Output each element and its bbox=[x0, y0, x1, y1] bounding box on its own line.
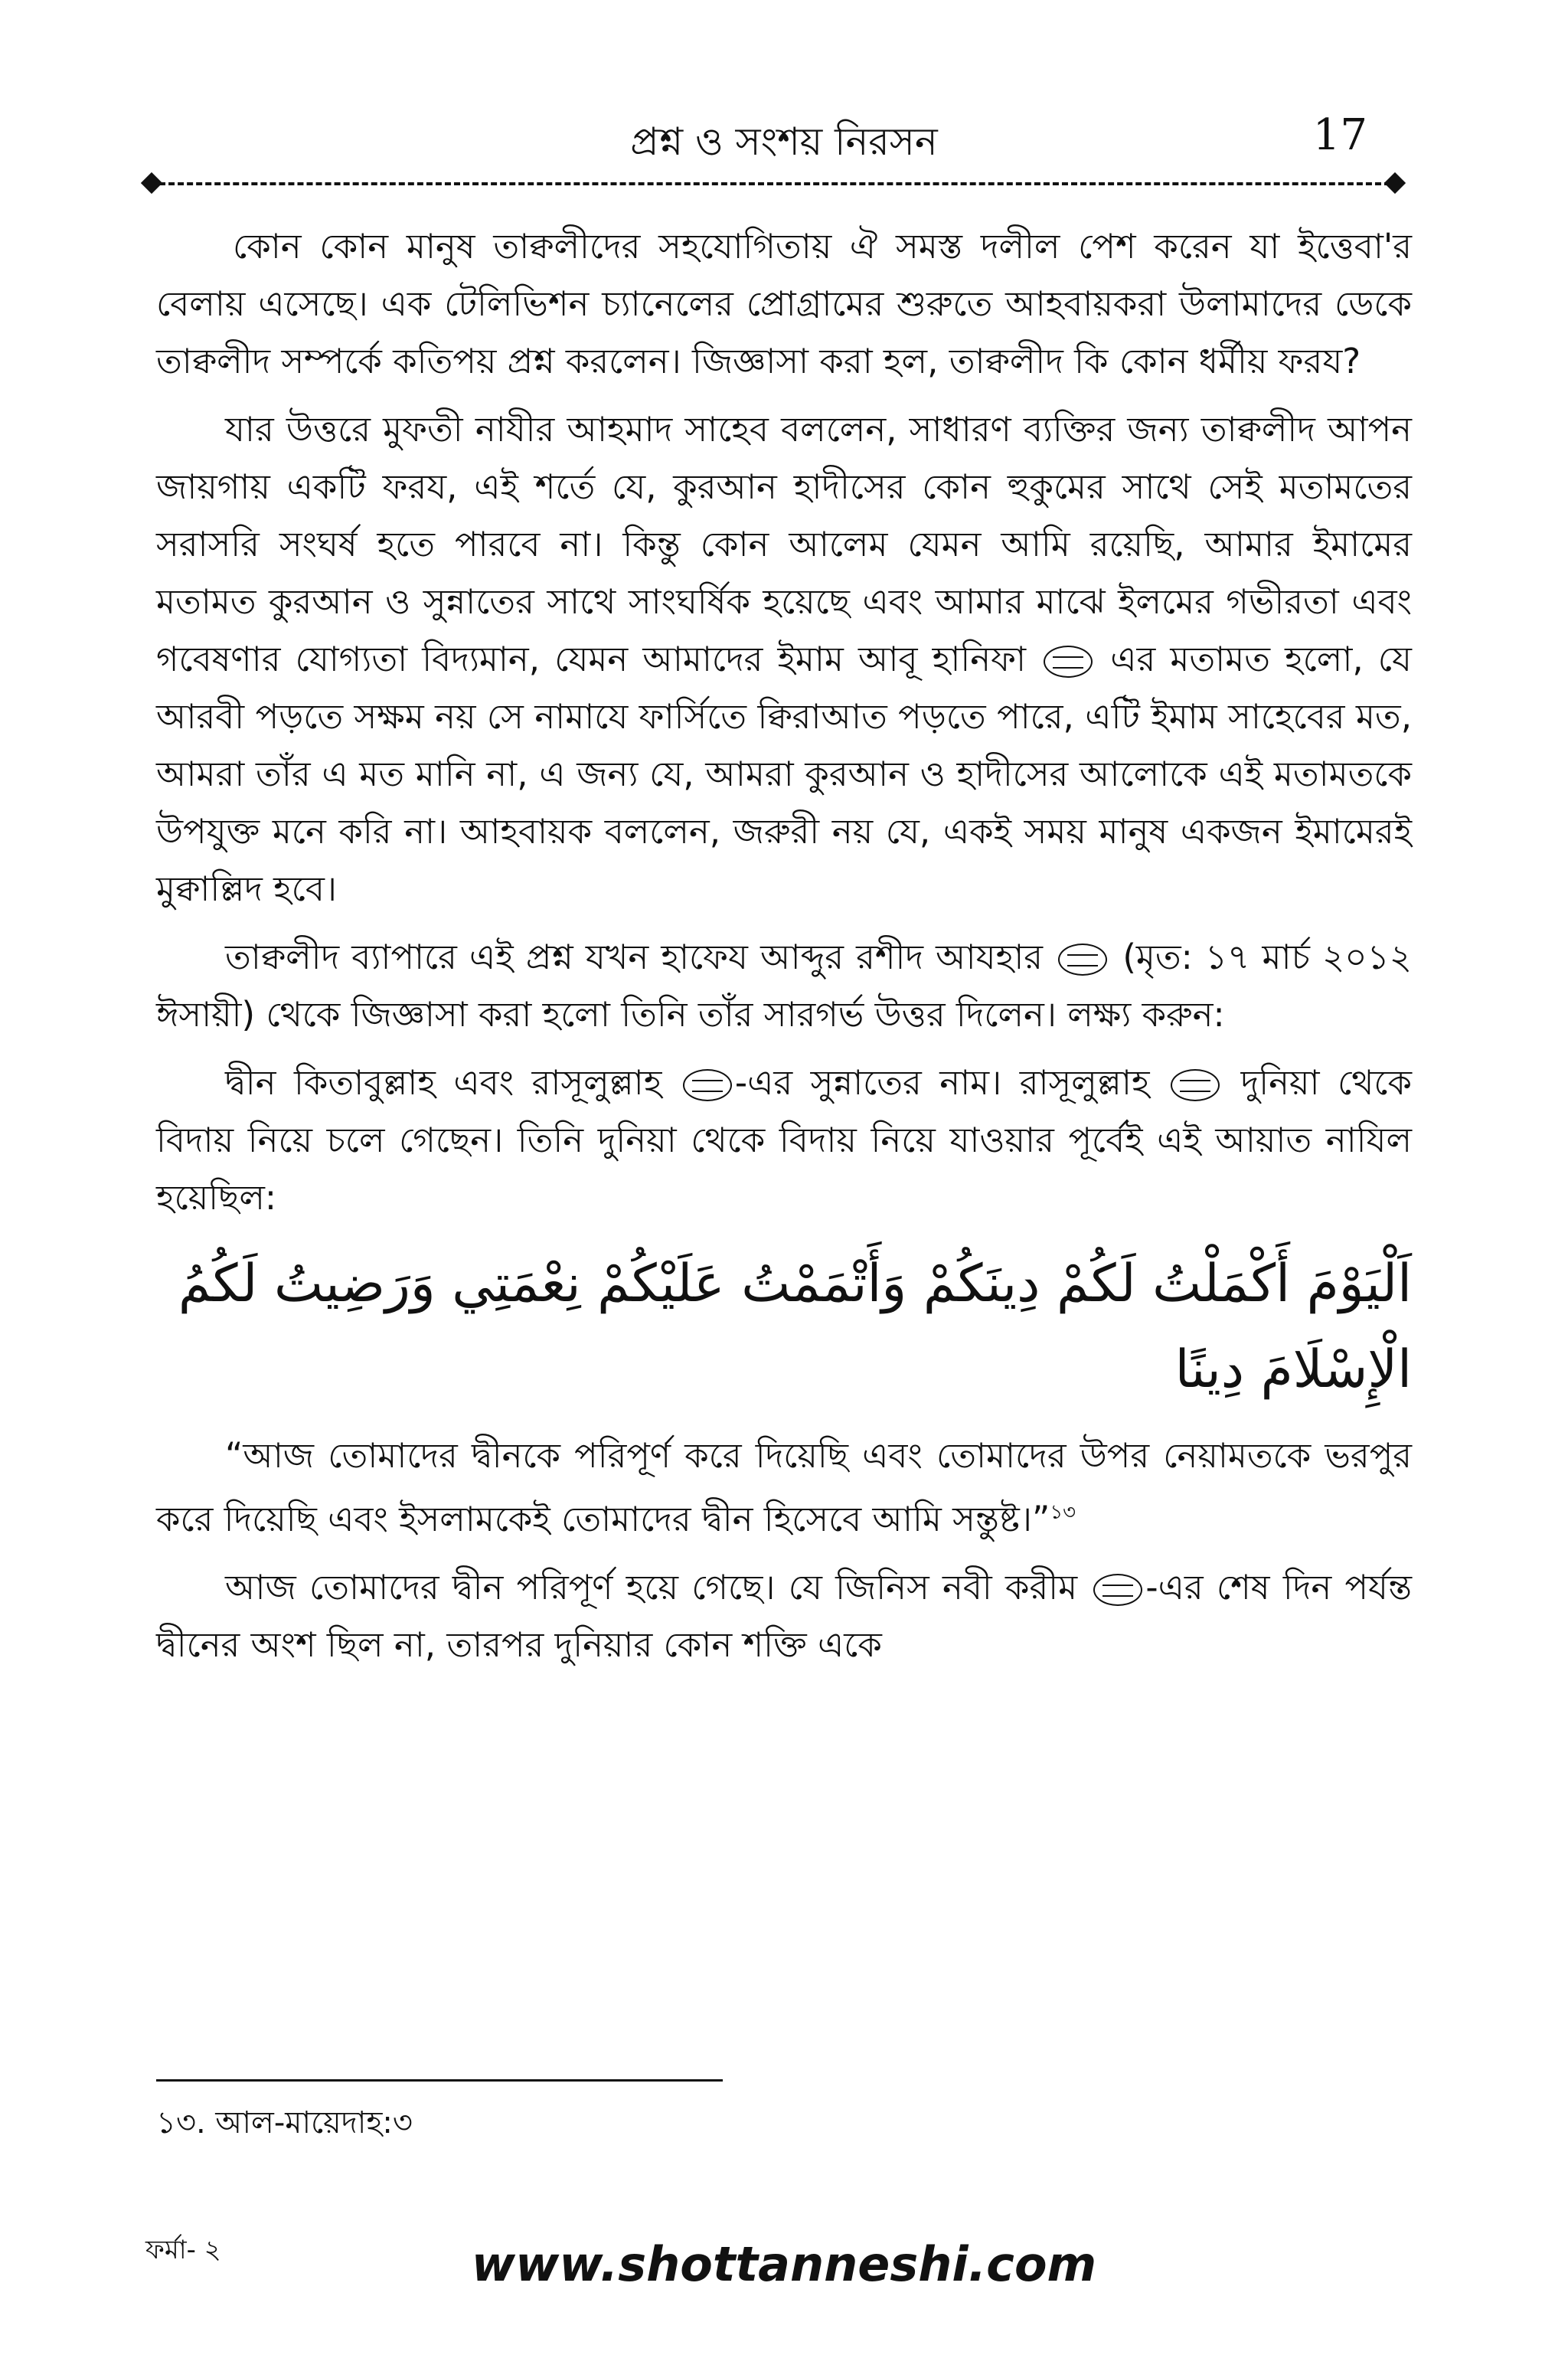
paragraph: যার উত্তরে মুফতী নাযীর আহমাদ সাহেব বললেন, সাধারণ ব্যক্তির জন্য তাক্বলীদ আপন জায়গায় একটি ফরয, এই শর্তে যে, কুরআন হাদীসের কোন হুকুমের সাথে সেই মতামতের সরাসরি সংঘর্ষ হতে পারবে না। কিন্তু কোন আলেম যেমন আমি রয়েছি, আমার ইমামের মতামত কুরআন ও সুন্নাতের সাথে সাংঘর্ষিক হয়েছে এবং আমার মাঝে ইলমের গভীরতা এবং গবেষণার যোগ্যতা বিদ্যমান, যেমন আমাদের ইমাম আবূ হানিফা এর মতামত হলো, যে আরবী পড়তে সক্ষম নয় সে নামাযে ফার্সিতে ক্বিরাআত পড়তে পারে, এটি ইমাম সাহেবের মত, আমরা তাঁর এ মত মানি না, এ জন্য যে, আমরা কুরআন ও হাদীসের আলোকে এই মতামতকে উপযুক্ত মনে করি না। আহবায়ক বললেন, জরুরী নয় যে, একই সময় মানুষ একজন ইমামেরই মুক্বাল্লিদ হবে। bbox=[156, 409, 1412, 909]
paragraph: দ্বীন কিতাবুল্লাহ এবং রাসূলুল্লাহ -এর সুন্নাতের নাম। রাসূলুল্লাহ দুনিয়া থেকে বিদায় নিয়ে চলে গেছেন। তিনি দুনিয়া থেকে বিদায় নিয়ে যাওয়ার পূর্বেই এই আয়াত নাযিল হয়েছিল: bbox=[156, 1062, 1412, 1218]
honorific-mark bbox=[1044, 646, 1093, 678]
footnote-rule bbox=[156, 2079, 723, 2082]
verse-line: اَلْيَوْمَ أَكْمَلْتُ لَكُمْ دِينَكُمْ وَأَتْمَمْتُ عَلَيْكُمْ نِعْمَتِي وَرَضِيتُ لَكُمُ bbox=[178, 1254, 1412, 1314]
honorific-mark bbox=[683, 1069, 732, 1101]
website-watermark: www.shottanneshi.com bbox=[471, 2236, 1097, 2292]
page-number: 17 bbox=[1312, 110, 1367, 160]
running-title: প্রশ্ন ও সংশয় নিরসন bbox=[630, 119, 938, 164]
footnote-ref: ১৩ bbox=[1050, 1501, 1076, 1524]
paragraph: তাক্বলীদ ব্যাপারে এই প্রশ্ন যখন হাফেয আব্দুর রশীদ আযহার (মৃত: ১৭ মার্চ ২০১২ ঈসায়ী) থেকে জিজ্ঞাসা করা হলো তিনি তাঁর সারগর্ভ উত্তর দিলেন। লক্ষ্য করুন: bbox=[156, 937, 1412, 1035]
honorific-mark bbox=[1171, 1069, 1220, 1101]
paragraph: আজ তোমাদের দ্বীন পরিপূর্ণ হয়ে গেছে। যে জিনিস নবী করীম -এর শেষ দিন পর্যন্ত দ্বীনের অংশ ছিল না, তারপর দুনিয়ার কোন শক্তি একে bbox=[156, 1567, 1412, 1665]
page-header bbox=[0, 110, 1568, 175]
signature-mark: ফর্মা- ২ bbox=[145, 2235, 221, 2265]
verse-line: الْإِسْلَامَ دِينًا bbox=[1174, 1339, 1412, 1400]
honorific-mark bbox=[1093, 1574, 1142, 1606]
paragraph: কোন কোন মানুষ তাক্বলীদের সহযোগিতায় ঐ সমস্ত দলীল পেশ করেন যা ইত্তেবা'র বেলায় এসেছে। এক টেলিভিশন চ্যানেলের প্রোগ্রামের শুরুতে আহবায়করা উলামাদের ডেকে তাক্বলীদ সম্পর্কে কতিপয় প্রশ্ন করলেন। জিজ্ঞাসা করা হল, তাক্বলীদ কি কোন ধর্মীয় ফরয? bbox=[156, 226, 1412, 381]
body-text bbox=[156, 217, 1412, 1684]
honorific-mark bbox=[1058, 944, 1107, 976]
quran-verse bbox=[156, 1241, 1412, 1413]
footnote: ১৩. আল-মায়েদাহ:৩ bbox=[156, 2105, 413, 2141]
paragraph: “আজ তোমাদের দ্বীনকে পরিপূর্ণ করে দিয়েছি এবং তোমাদের উপর নেয়ামতকে ভরপুর করে দিয়েছি এবং ইসলামকেই তোমাদের দ্বীন হিসেবে আমি সন্তুষ্ট।”$^{১৩}$ bbox=[156, 1435, 1412, 1539]
header-rule bbox=[150, 182, 1390, 185]
